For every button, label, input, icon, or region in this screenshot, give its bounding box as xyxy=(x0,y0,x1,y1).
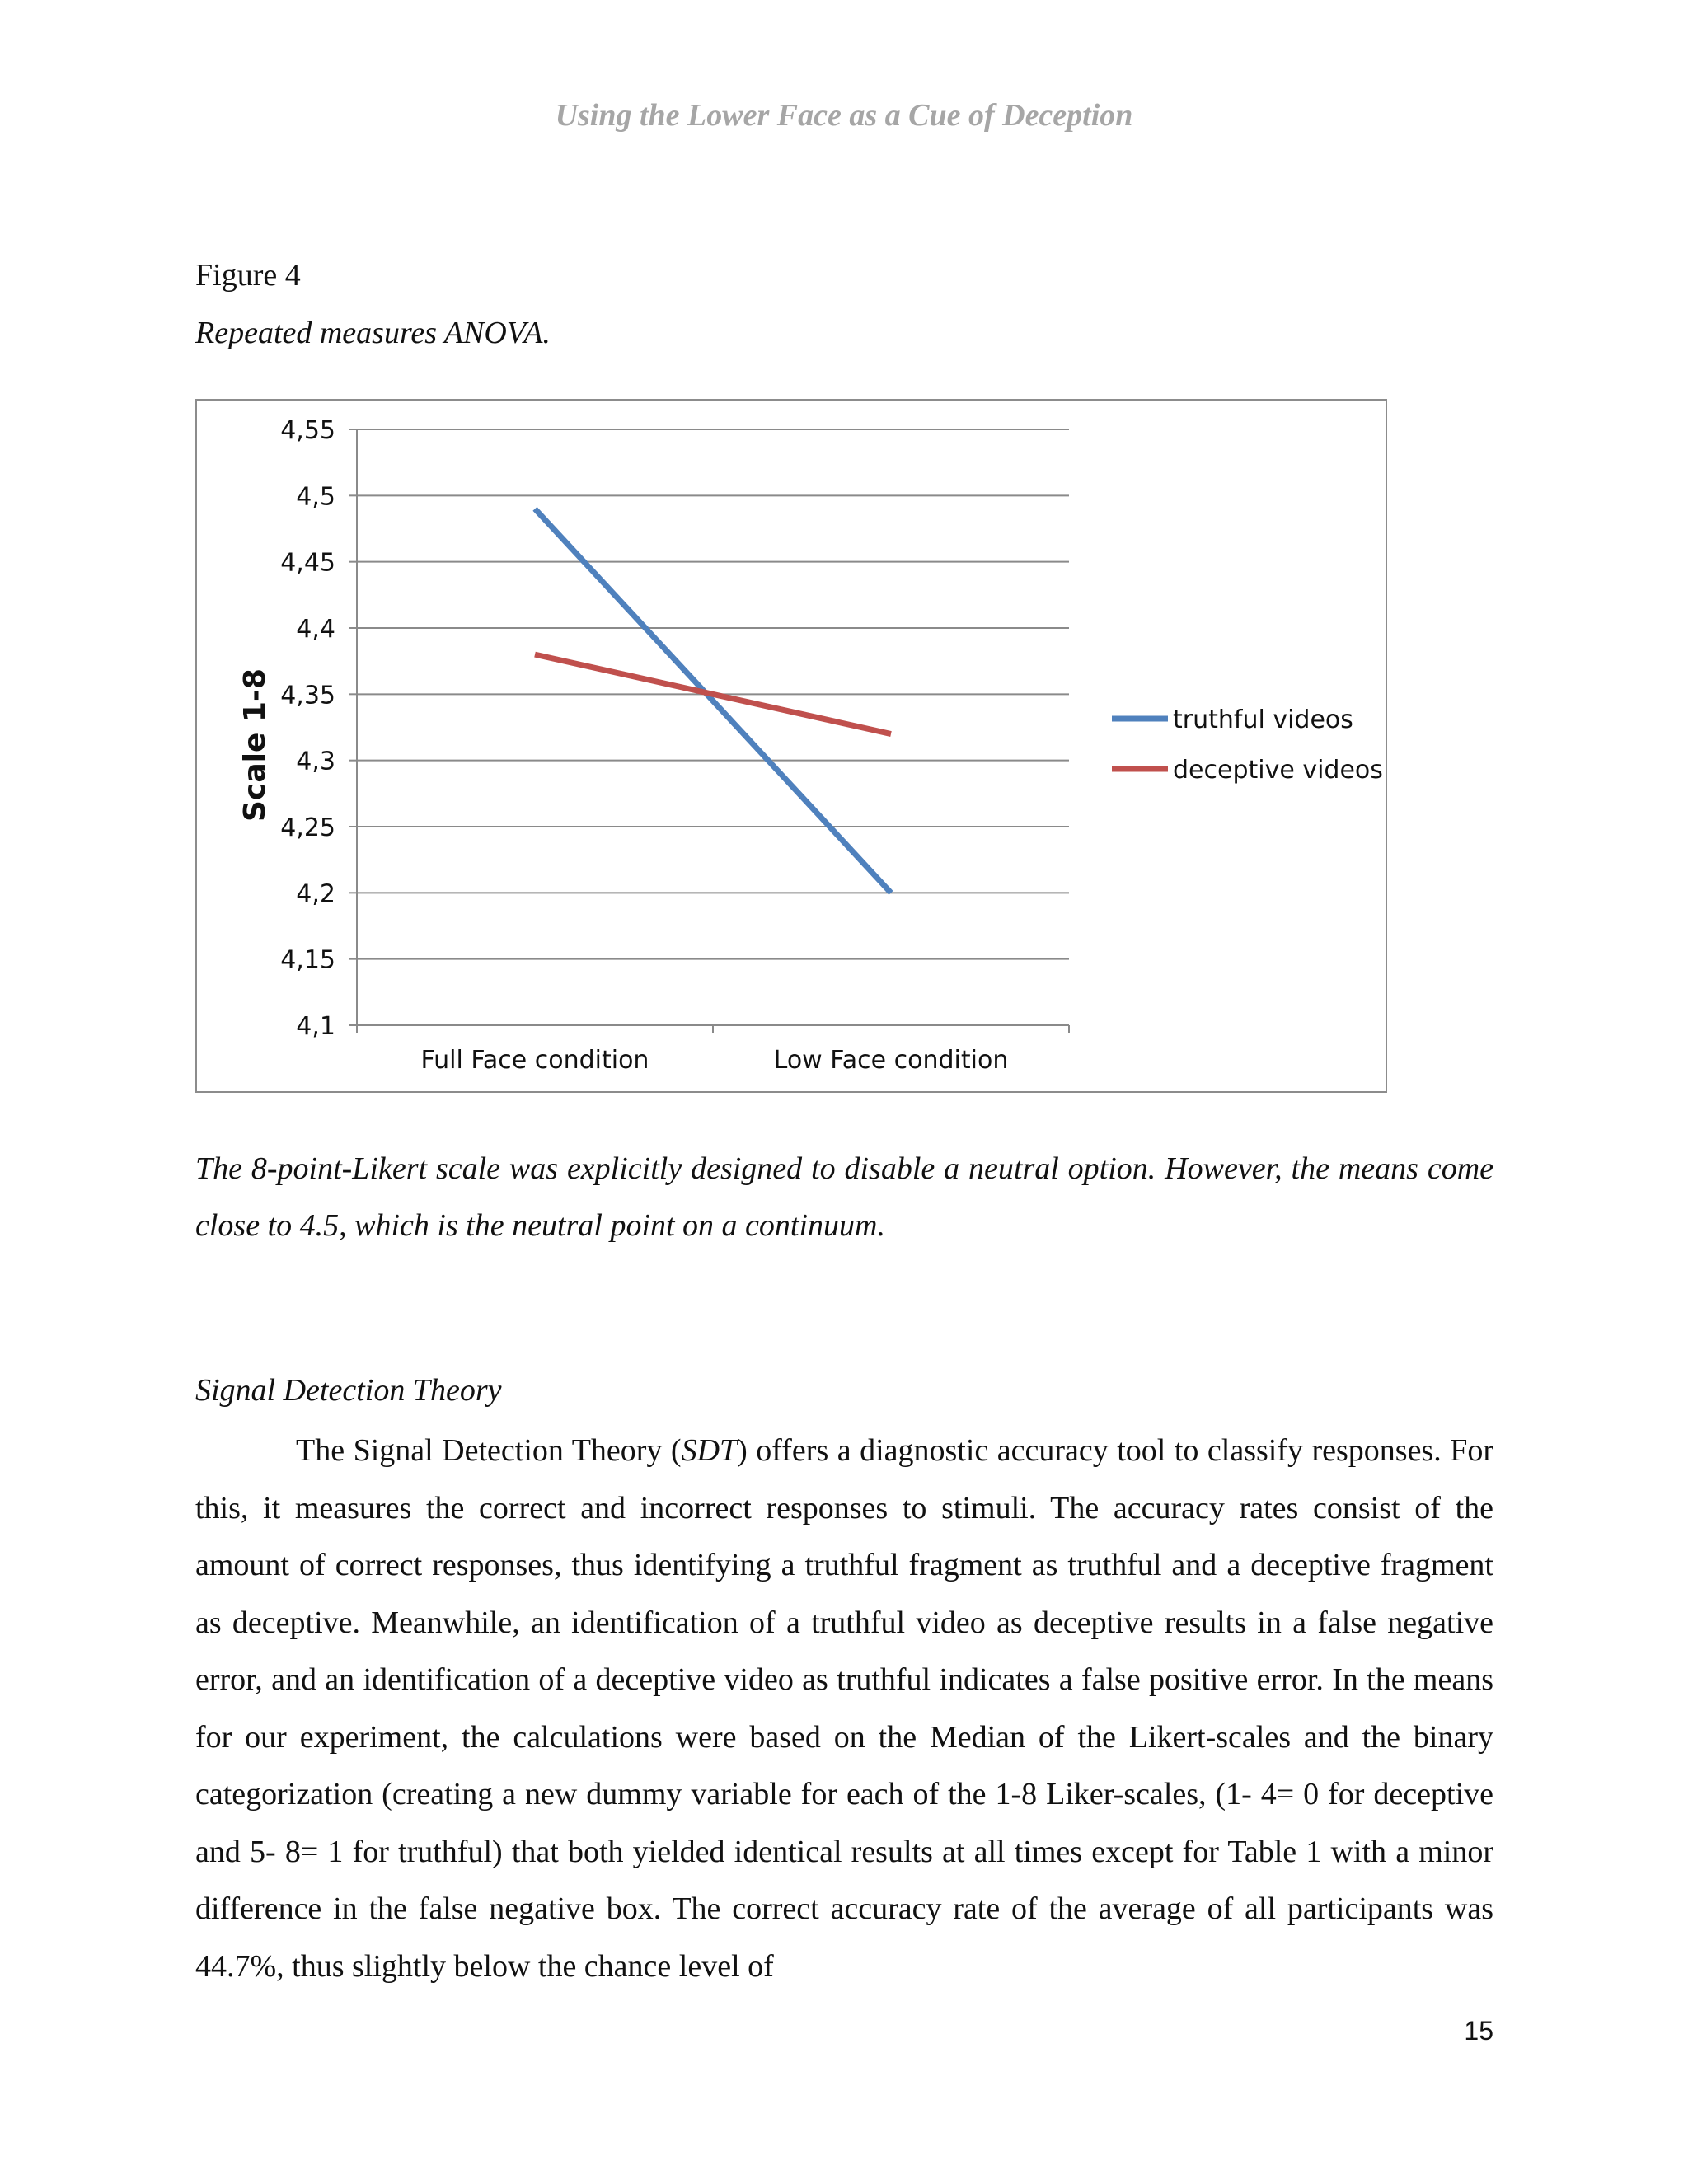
figure-label: Figure 4 xyxy=(195,258,301,293)
x-tick-label: Low Face condition xyxy=(773,1046,1009,1075)
x-tick-labels xyxy=(421,1046,1009,1075)
y-tick-label: 4,2 xyxy=(296,879,335,909)
paragraph-rest: ) offers a diagnostic accuracy tool to classify responses. For this, it measures the correct and incorrect responses to stimuli. The accuracy rates consist of the amount of correct responses, thus identifying a truthful fragment as truthful and a deceptive fragment as deceptive. Meanwhile, an identification of a truthful video as deceptive results in a false negative error, and an identification of a deceptive video as truthful indicates a false positive error. In the means for our experiment, the calculations were based on the Median of the Likert-scales and the binary categorization (creating a new dummy variable for each of the 1-8 Liker-scales, (1- 4= 0 for deceptive and 5- 8= 1 for truthful) that both yielded identical results at all times except for Table 1 with a minor difference in the false negative box. The correct accuracy rate of the average of all participants was 44.7%, thus slightly below the chance level of xyxy=(195,1433,1494,1984)
y-tick-label: 4,5 xyxy=(296,482,335,512)
body-text xyxy=(195,1422,1493,1995)
sdt-abbreviation: SDT xyxy=(681,1433,738,1468)
y-axis-label: Scale 1-8 xyxy=(238,668,272,822)
series-lines xyxy=(535,509,891,893)
y-tick-label: 4,55 xyxy=(280,416,335,445)
y-tick-label: 4,15 xyxy=(280,945,335,975)
y-tick-label: 4,45 xyxy=(280,548,335,578)
legend xyxy=(1112,705,1383,785)
body-paragraph xyxy=(195,1422,1493,1995)
y-tick-label: 4,4 xyxy=(296,615,335,644)
y-tick-label: 4,35 xyxy=(280,681,335,710)
axes xyxy=(349,429,1069,1033)
y-tick-labels xyxy=(280,416,335,1041)
y-tick-label: 4,1 xyxy=(296,1012,335,1041)
section-heading: Signal Detection Theory xyxy=(195,1373,502,1408)
series-line xyxy=(535,509,891,893)
running-header: Using the Lower Face as a Cue of Deception xyxy=(555,98,1133,133)
page-number: 15 xyxy=(1464,2016,1493,2046)
figure-caption: Repeated measures ANOVA. xyxy=(195,316,551,350)
figure-note: The 8-point-Likert scale was explicitly designed to disable a neutral option. However, the means come close to 4.5, which is the neutral point on a continuum. xyxy=(195,1151,1493,1243)
y-tick-label: 4,3 xyxy=(296,747,335,776)
line-chart xyxy=(197,401,1386,1091)
x-tick-label: Full Face condition xyxy=(420,1046,649,1075)
legend-label: deceptive videos xyxy=(1173,756,1383,785)
y-tick-label: 4,25 xyxy=(280,813,335,842)
legend-label: truthful videos xyxy=(1173,705,1353,734)
line-chart-frame xyxy=(195,399,1387,1093)
paragraph-intro: The Signal Detection Theory ( xyxy=(296,1433,682,1468)
